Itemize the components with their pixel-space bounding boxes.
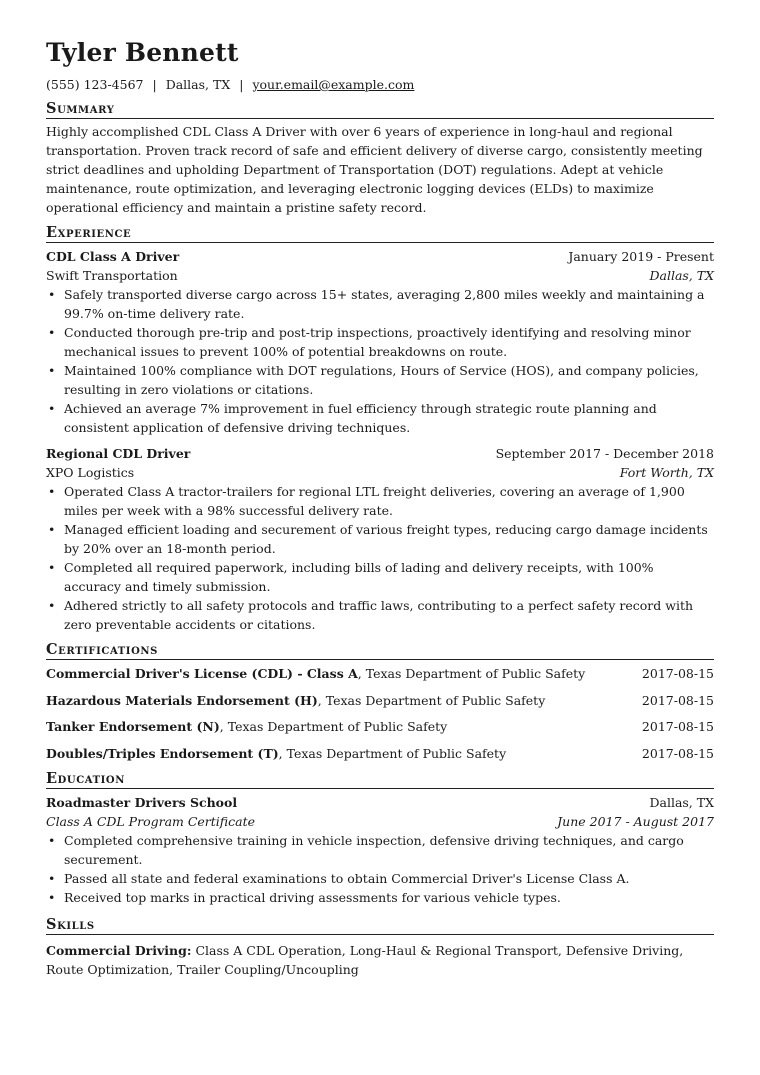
skill-category-label: Commercial Driving: (46, 943, 192, 958)
job-dates: January 2019 - Present (568, 249, 714, 264)
list-item: • Achieved an average 7% improvement in fuel efficiency through strategic route planning and consistent application of defensive driving techniques. (46, 399, 714, 437)
certification-list (46, 661, 714, 767)
job-title: Regional CDL Driver (46, 446, 191, 461)
cert-issuer: , Texas Department of Public Safety (278, 745, 507, 761)
job-header (46, 444, 714, 463)
separator: | (152, 77, 157, 92)
job-subheader (46, 463, 714, 482)
section-title-certifications: Certifications (46, 640, 714, 660)
job-bullets (46, 285, 714, 437)
list-item: • Completed comprehensive training in vehicle inspection, defensive driving techniques, and cargo securement. (46, 831, 714, 869)
list-item: • Maintained 100% compliance with DOT regulations, Hours of Service (HOS), and company policies, resulting in zero violations or citations. (46, 361, 714, 399)
cert-date: 2017-08-15 (641, 745, 714, 761)
section-title-education: Education (46, 769, 714, 789)
location: Dallas, TX (165, 77, 231, 92)
cert-issuer: , Texas Department of Public Safety (357, 666, 586, 681)
job-dates: September 2017 - December 2018 (495, 446, 714, 461)
list-item: • Received top marks in practical driving assessments for various vehicle types. (46, 888, 714, 907)
cert-name: Hazardous Materials Endorsement (H) (46, 692, 318, 708)
skill-list: Class A CDL Operation, Long-Haul & Regional Transport, Defensive Driving, Route Optimization, Trailer Coupling/Uncoupling (46, 943, 684, 977)
cert-issuer: , Texas Department of Public Safety (219, 719, 448, 734)
cert-name: Tanker Endorsement (N) (46, 719, 220, 734)
school-name: Roadmaster Drivers School (46, 795, 238, 810)
cert-date: 2017-08-15 (641, 692, 714, 708)
list-item: • Adhered strictly to all safety protocols and traffic laws, contributing to a perfect safety record with zero preventable accidents or citations. (46, 596, 714, 634)
separator: | (239, 77, 244, 92)
job-entry (46, 247, 714, 437)
job-header (46, 247, 714, 266)
education-subheader (46, 812, 714, 831)
certification-row (46, 688, 714, 715)
cert-issuer: , Texas Department of Public Safety (317, 692, 546, 708)
education-header (46, 793, 714, 812)
company-name: XPO Logistics (46, 465, 135, 480)
contact-line (46, 77, 714, 93)
candidate-name: Tyler Bennett (46, 38, 239, 67)
job-subheader (46, 266, 714, 285)
job-bullets (46, 482, 714, 634)
list-item: • Passed all state and federal examinations to obtain Commercial Driver's License Class A. (46, 869, 714, 888)
list-item: • Safely transported diverse cargo across 15+ states, averaging 2,800 miles weekly and maintaining a 99.7% on-time delivery rate. (46, 285, 714, 323)
certification-row (46, 741, 714, 768)
cert-name: Commercial Driver's License (CDL) - Class A (46, 666, 358, 681)
program-name: Class A CDL Program Certificate (46, 814, 256, 829)
list-item: • Managed efficient loading and securement of various freight types, reducing cargo damage incidents by 20% over an 18-month period. (46, 520, 714, 558)
section-title-experience: Experience (46, 223, 714, 243)
list-item: • Completed all required paperwork, including bills of lading and delivery receipts, with 100% accuracy and timely submission. (46, 558, 714, 596)
list-item: • Operated Class A tractor-trailers for regional LTL freight deliveries, covering an average of 1,900 miles per week with a 98% successful delivery rate. (46, 482, 714, 520)
cert-date: 2017-08-15 (641, 719, 714, 734)
certification-row (46, 661, 714, 688)
section-title-skills: Skills (46, 915, 714, 935)
job-entry (46, 444, 714, 634)
summary-text: Highly accomplished CDL Class A Driver with over 6 years of experience in long-haul and regional transportation. Proven track record of safe and efficient delivery of diverse cargo, consistently meeting strict deadlines and upholding Department of Transportation (DOT) regulations. Adept at vehicle maintenance, route optimization, and leveraging electronic logging devices (ELDs) to maximize operational efficiency and maintain a pristine safety record. (46, 124, 703, 215)
education-bullets (46, 831, 714, 907)
cert-date: 2017-08-15 (641, 666, 714, 681)
job-location: Fort Worth, TX (619, 465, 714, 480)
email-link[interactable]: your.email@example.com (252, 77, 415, 92)
phone-number: (555) 123-4567 (46, 77, 144, 92)
job-title: CDL Class A Driver (46, 249, 180, 264)
program-dates: June 2017 - August 2017 (557, 814, 714, 829)
company-name: Swift Transportation (46, 268, 178, 283)
certification-row (46, 714, 714, 741)
job-location: Dallas, TX (649, 268, 714, 283)
section-title-summary: Summary (46, 99, 714, 119)
cert-name: Doubles/Triples Endorsement (T) (46, 745, 279, 761)
school-location: Dallas, TX (649, 795, 714, 810)
resume-page (46, 38, 714, 979)
skills-line (46, 941, 714, 979)
list-item: • Conducted thorough pre-trip and post-trip inspections, proactively identifying and resolving minor mechanical issues to prevent 100% of potential breakdowns on route. (46, 323, 714, 361)
education-entry (46, 793, 714, 907)
